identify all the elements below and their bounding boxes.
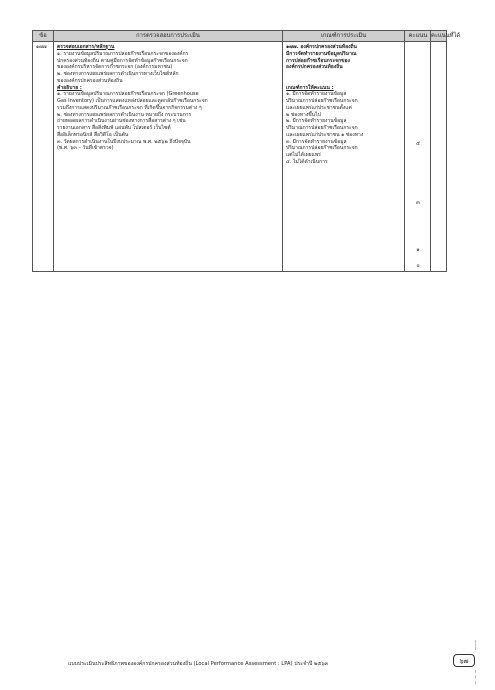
header-score: คะแนน <box>408 33 428 39</box>
page-number: ๖๗ <box>453 654 475 667</box>
row-number <box>36 44 52 51</box>
header-criteria: การตรวจสอบการประเมิน <box>136 33 200 39</box>
column-divider <box>53 31 54 271</box>
evaluation-line <box>286 71 402 78</box>
criteria-line: ขององค์กรบริหารจัดการก๊าซกระจก (องค์การมหาชน) <box>57 64 173 71</box>
criteria-line: รายงานเอกสาร สื่อสิ่งพิมพ์ แผ่นพับ โปสเตอร์ เว็บไซต์ <box>57 125 171 131</box>
margin-tick <box>475 670 476 684</box>
column-divider <box>430 31 431 271</box>
evaluation-line: ปริมาณการปล่อยก๊าซเรือนกระจก <box>286 125 358 131</box>
evaluation-line: ๒ ช่องทางขึ้นไป <box>286 111 321 118</box>
evaluation-line: มีการจัดทำรายงานข้อมูลปริมาณ <box>286 50 357 57</box>
evaluation-line: เกณฑ์การให้คะแนน : <box>286 84 334 91</box>
criteria-line: Gas Inventory) เป็นการแสดงแหล่งปล่อยและดูดกลับก๊าซเรือนกระจก <box>57 98 208 104</box>
evaluation-line: ๒. มีการจัดทำรายงานข้อมูล <box>286 118 347 125</box>
score-value: ๐ <box>416 263 420 269</box>
criteria-cell <box>57 44 280 152</box>
column-divider <box>404 31 405 271</box>
margin-tick <box>475 640 476 650</box>
evaluation-line: องค์กรปกครองส่วนท้องถิ่น <box>286 64 343 71</box>
evaluation-line: แต่ไม่ได้เผยแพร่ <box>286 152 321 158</box>
evaluation-line <box>286 78 402 85</box>
evaluation-line: ปริมาณการปล่อยก๊าซเรือนกระจก <box>286 98 358 104</box>
criteria-line: ๑. รายงานข้อมูลปริมาณการปล่อยก๊าซเรือนกระจก (Greenhouse <box>57 91 199 98</box>
criteria-line: รวมถึงการแสดงปริมาณก๊าซเรือนกระจก ที่เกิดขึ้นจากกิจกรรมต่าง ๆ <box>57 104 202 111</box>
evaluation-line: และเผยแพร่แก่ประชาชน ๑ ช่องทาง <box>286 131 364 138</box>
criteria-line: ๓. วัดผลการดำเนินงานในปีงบประมาณ พ.ศ. ๒๕๖๒ ถึงปัจจุบัน <box>57 138 191 145</box>
evaluation-line: ปริมาณการปล่อยก๊าซเรือนกระจก <box>286 145 358 152</box>
criteria-line: ปกครองส่วนท้องถิ่น ตามคู่มือการจัดทำข้อมูลก๊าซเรือนกระจก <box>57 57 188 64</box>
header-evaluation: เกณฑ์การประเมิน <box>320 33 367 39</box>
criteria-line: (พ.ศ. ๖๓ – วันที่เข้าตรวจ) <box>57 145 114 152</box>
evaluation-line: การปล่อยก๊าซเรือนกระจกของ <box>286 57 350 64</box>
criteria-line: ตรวจสอบเอกสาร/หลักฐาน <box>57 44 115 50</box>
criteria-line: สื่ออิเล็กทรอนิกส์ สื่อวิดีโอ เป็นต้น <box>57 131 129 138</box>
score-value: ๑ <box>416 247 420 253</box>
page-footer: แบบประเมินประสิทธิภาพขององค์กรปกครองส่วนท้องถิ่น (Local Performance Assessment : LPA) ประจำปี ๒๕๖๓ <box>68 661 329 667</box>
evaluation-line: ๑๗๗. องค์กรปกครองส่วนท้องถิ่น <box>286 44 357 50</box>
evaluation-line: ๔. ไม่ได้ดำเนินการ <box>286 158 328 165</box>
header-no: ข้อ <box>39 33 47 39</box>
column-divider <box>282 31 283 271</box>
evaluation-line: ๓. มีการจัดทำรายงานข้อมูล <box>286 138 347 145</box>
criteria-line: ถ่ายทอดผลการดำเนินงานผ่านช่องทางการสื่อสารต่าง ๆ เช่น <box>57 118 186 125</box>
evaluation-cell <box>286 44 402 166</box>
criteria-line: คำอธิบาย : <box>57 84 82 91</box>
score-value: ๓ <box>416 200 420 206</box>
evaluation-line: ๑. มีการจัดทำรายงานข้อมูล <box>286 91 347 98</box>
score-value: ๕ <box>415 141 421 147</box>
evaluation-line: และเผยแพร่แก่ประชาชนตั้งแต่ <box>286 104 352 111</box>
criteria-line: ๒. ช่องทางการเผยแพร่ผลการดำเนินงาน หมายถึง กระบวนการ <box>57 111 192 118</box>
criteria-line: ๑. รายงานข้อมูลปริมาณการปล่อยก๊าซเรือนกระจกขององค์กร <box>57 50 189 57</box>
criteria-line: ๒. ช่องทางการเผยแพร่ผลการดำเนินการทางเว็บไซต์หลัก <box>57 71 179 77</box>
table-header <box>33 31 461 42</box>
assessment-table <box>32 30 461 272</box>
header-earned: คะแนนที่ได้ <box>431 33 461 39</box>
criteria-line: ขององค์กรปกครองส่วนท้องถิ่น <box>57 77 123 84</box>
row-number-text: ๑๗๗ <box>36 44 47 50</box>
